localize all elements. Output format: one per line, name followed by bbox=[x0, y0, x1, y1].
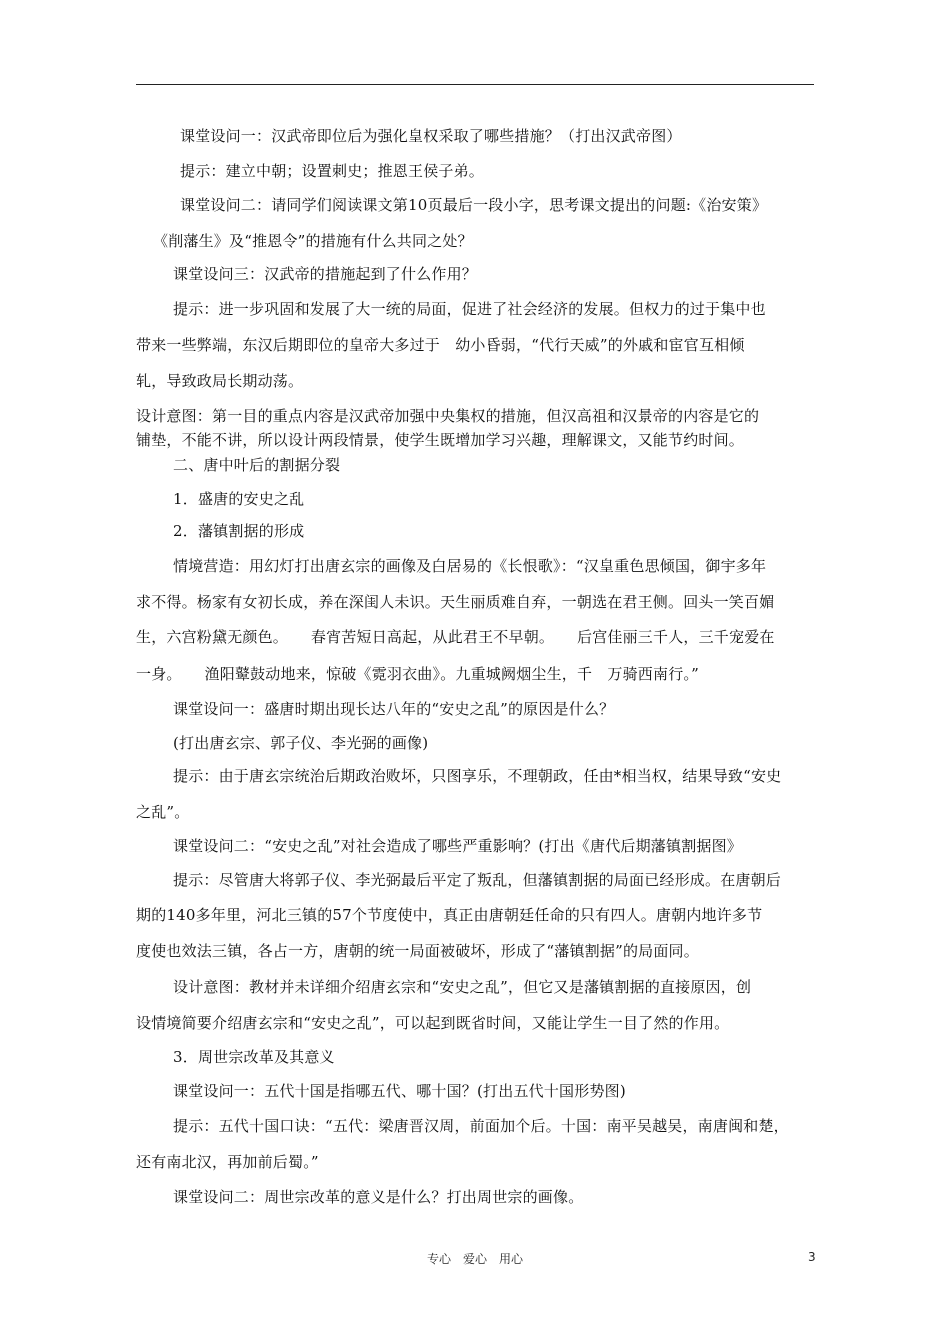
text-line: 提示：进一步巩固和发展了大一统的局面，促进了社会经济的发展。但权力的过于集中也 bbox=[173, 300, 766, 318]
text-line: 求不得。杨家有女初长成，养在深闺人未识。天生丽质难自弃，一朝选在君王侧。回头一笑百媚 bbox=[136, 593, 775, 611]
text-line: 提示：尽管唐大将郭子仪、李光弼最后平定了叛乱，但藩镇割据的局面已经形成。在唐朝后 bbox=[173, 871, 782, 889]
text-line: 铺垫，不能不讲，所以设计两段情景，使学生既增加学习兴趣，理解课文，又能节约时间。 bbox=[136, 431, 745, 449]
text-line: 设情境简要介绍唐玄宗和“安史之乱”，可以起到既省时间，又能让学生一目了然的作用。 bbox=[136, 1014, 730, 1032]
text-line: 课堂设问二：请同学们阅读课文第10页最后一段小字，思考课文提出的问题:《治安策》 bbox=[180, 196, 768, 214]
text-line: 提示：五代十国口诀：“五代：梁唐晋汉周，前面加个后。十国：南平吴越吴，南唐闽和楚， bbox=[173, 1117, 789, 1135]
text-line: 之乱”。 bbox=[136, 803, 190, 821]
text-line: 度使也效法三镇，各占一方，唐朝的统一局面被破坏，形成了“藩镇割据”的局面同。 bbox=[136, 942, 699, 960]
footer-text: 专心 爱心 用心 bbox=[426, 1252, 523, 1266]
text-line: (打出唐玄宗、郭子仪、李光弼的画像) bbox=[173, 734, 429, 752]
text-line: 一身。 渔阳鼙鼓动地来，惊破《霓羽衣曲》。九重城阙烟尘生，千 万骑西南行。” bbox=[136, 665, 699, 683]
text-line: 设计意图：教材并未详细介绍唐玄宗和“安史之乱”，但它又是藩镇割据的直接原因，创 bbox=[173, 978, 752, 996]
text-line: 课堂设问一：汉武帝即位后为强化皇权采取了哪些措施？（打出汉武帝图） bbox=[180, 127, 682, 145]
text-line: 提示：建立中朝；设置刺史；推恩王侯子弟。 bbox=[180, 162, 485, 180]
text-line: 1．盛唐的安史之乱 bbox=[173, 490, 305, 508]
text-line: 3．周世宗改革及其意义 bbox=[173, 1048, 335, 1066]
text-line: 课堂设问一：五代十国是指哪五代、哪十国？(打出五代十国形势图) bbox=[173, 1082, 626, 1100]
text-line: 设计意图：第一目的重点内容是汉武帝加强中央集权的措施，但汉高祖和汉景帝的内容是它的 bbox=[136, 407, 760, 425]
text-line: 提示：由于唐玄宗统治后期政治败坏，只图享乐，不理朝政，任由*相当权，结果导致“安史 bbox=[173, 767, 782, 785]
page-number: 3 bbox=[808, 1250, 816, 1264]
text-line: 课堂设问一：盛唐时期出现长达八年的“安史之乱”的原因是什么？ bbox=[173, 700, 615, 718]
text-line: 《削藩生》及“推恩令”的措施有什么共同之处？ bbox=[153, 232, 473, 250]
text-line: 课堂设问二：周世宗改革的意义是什么？打出周世宗的画像。 bbox=[173, 1188, 584, 1206]
text-line: 课堂设问三：汉武帝的措施起到了什么作用？ bbox=[173, 265, 478, 283]
text-line: 2．藩镇割据的形成 bbox=[173, 522, 305, 540]
text-line: 还有南北汉，再加前后蜀。” bbox=[136, 1153, 319, 1171]
text-line: 课堂设问二：“安史之乱”对社会造成了哪些严重影响？(打出《唐代后期藩镇割据图》 bbox=[173, 837, 742, 855]
text-line: 二、唐中叶后的割据分裂 bbox=[173, 456, 341, 474]
header-rule bbox=[136, 84, 814, 85]
text-line: 生，六宫粉黛无颜色。 春宵苦短日高起，从此君王不早朝。 后宫佳丽三千人，三千宠爱在 bbox=[136, 628, 775, 646]
text-line: 轧，导致政局长期动荡。 bbox=[136, 372, 304, 390]
text-line: 情境营造：用幻灯打出唐玄宗的画像及白居易的《长恨歌》：“汉皇重色思倾国，御宇多年 bbox=[173, 557, 767, 575]
text-line: 期的140多年里，河北三镇的57个节度使中，真正由唐朝廷任命的只有四人。唐朝内地许多节 bbox=[136, 906, 763, 924]
text-line: 带来一些弊端，东汉后期即位的皇帝大多过于 幼小昏弱，“代行天威”的外戚和宦官互相倾 bbox=[136, 336, 745, 354]
